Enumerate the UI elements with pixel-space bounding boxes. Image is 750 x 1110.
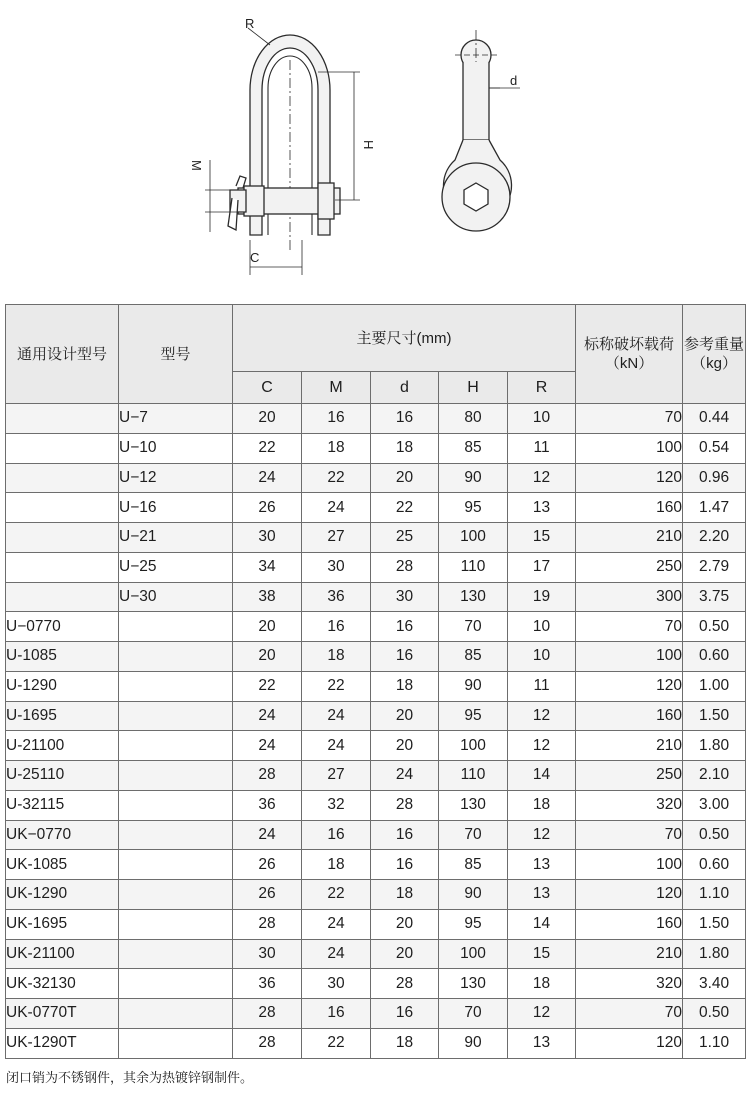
- cell-m: 32: [302, 790, 371, 820]
- spec-table-body: [6, 404, 746, 1059]
- cell-design-model: UK−0770: [6, 820, 119, 850]
- cell-d: 28: [371, 790, 439, 820]
- cell-m: 24: [302, 701, 371, 731]
- table-row: [6, 939, 746, 969]
- cell-weight: 0.96: [683, 463, 746, 493]
- cell-weight: 0.60: [683, 642, 746, 672]
- cell-m: 27: [302, 761, 371, 791]
- cell-model: [119, 939, 233, 969]
- header-weight: 参考重量（kg）: [683, 305, 746, 404]
- cell-r: 15: [508, 939, 576, 969]
- cell-d: 16: [371, 642, 439, 672]
- cell-model: U−21: [119, 523, 233, 553]
- cell-r: 12: [508, 701, 576, 731]
- cell-h: 130: [439, 969, 508, 999]
- cell-m: 16: [302, 820, 371, 850]
- cell-h: 70: [439, 820, 508, 850]
- cell-m: 18: [302, 642, 371, 672]
- cell-weight: 1.10: [683, 880, 746, 910]
- cell-model: [119, 999, 233, 1029]
- label-d: d: [510, 73, 518, 88]
- technical-drawing: [0, 0, 750, 300]
- cell-r: 15: [508, 523, 576, 553]
- cell-c: 30: [233, 523, 302, 553]
- cell-model: U−30: [119, 582, 233, 612]
- cell-model: [119, 969, 233, 999]
- cell-load: 70: [576, 404, 683, 434]
- cell-c: 30: [233, 939, 302, 969]
- cell-model: [119, 731, 233, 761]
- shackle-diagram: [0, 0, 750, 300]
- label-m: M: [189, 160, 204, 171]
- cell-d: 24: [371, 761, 439, 791]
- cell-design-model: [6, 404, 119, 434]
- header-h: H: [439, 372, 508, 404]
- cell-r: 13: [508, 880, 576, 910]
- cell-d: 18: [371, 671, 439, 701]
- cell-design-model: U-21100: [6, 731, 119, 761]
- cell-r: 18: [508, 790, 576, 820]
- cell-m: 24: [302, 493, 371, 523]
- cell-model: [119, 909, 233, 939]
- cell-r: 10: [508, 612, 576, 642]
- shackle-front-view: [205, 28, 360, 275]
- table-row: [6, 850, 746, 880]
- cell-model: [119, 642, 233, 672]
- cell-load: 210: [576, 731, 683, 761]
- cell-model: [119, 820, 233, 850]
- cell-r: 13: [508, 1028, 576, 1058]
- cell-r: 12: [508, 463, 576, 493]
- cell-model: [119, 880, 233, 910]
- cell-load: 250: [576, 552, 683, 582]
- cell-load: 120: [576, 463, 683, 493]
- cell-weight: 0.50: [683, 612, 746, 642]
- cell-design-model: UK-0770T: [6, 999, 119, 1029]
- cell-r: 11: [508, 671, 576, 701]
- cell-c: 20: [233, 404, 302, 434]
- cell-d: 16: [371, 999, 439, 1029]
- cell-load: 320: [576, 790, 683, 820]
- cell-m: 24: [302, 731, 371, 761]
- label-c: C: [250, 250, 260, 265]
- header-r: R: [508, 372, 576, 404]
- cell-design-model: UK-1290: [6, 880, 119, 910]
- table-row: [6, 612, 746, 642]
- cell-d: 28: [371, 552, 439, 582]
- cell-design-model: UK-1695: [6, 909, 119, 939]
- cell-c: 24: [233, 820, 302, 850]
- table-row: [6, 880, 746, 910]
- table-row: [6, 999, 746, 1029]
- cell-m: 16: [302, 999, 371, 1029]
- cell-weight: 1.80: [683, 731, 746, 761]
- cell-h: 110: [439, 761, 508, 791]
- cell-c: 26: [233, 493, 302, 523]
- cell-weight: 1.80: [683, 939, 746, 969]
- cell-c: 36: [233, 790, 302, 820]
- footnote: 闭口销为不锈钢件，其余为热镀锌钢制件。: [6, 1071, 254, 1086]
- cell-c: 36: [233, 969, 302, 999]
- cell-c: 22: [233, 433, 302, 463]
- cell-design-model: U-25110: [6, 761, 119, 791]
- cell-load: 160: [576, 493, 683, 523]
- cell-r: 17: [508, 552, 576, 582]
- cell-load: 70: [576, 999, 683, 1029]
- cell-load: 250: [576, 761, 683, 791]
- table-row: [6, 731, 746, 761]
- table-row: [6, 701, 746, 731]
- cell-design-model: UK-21100: [6, 939, 119, 969]
- cell-design-model: U-1290: [6, 671, 119, 701]
- label-r: R: [245, 16, 255, 31]
- header-design-model: 通用设计型号: [6, 305, 119, 404]
- cell-load: 210: [576, 939, 683, 969]
- cell-m: 24: [302, 909, 371, 939]
- cell-c: 38: [233, 582, 302, 612]
- cell-design-model: U-1085: [6, 642, 119, 672]
- cell-d: 18: [371, 433, 439, 463]
- cell-load: 300: [576, 582, 683, 612]
- cell-design-model: [6, 552, 119, 582]
- cell-design-model: U-1695: [6, 701, 119, 731]
- cell-r: 11: [508, 433, 576, 463]
- cell-model: U−16: [119, 493, 233, 523]
- cell-d: 28: [371, 969, 439, 999]
- table-row: [6, 552, 746, 582]
- cell-load: 160: [576, 701, 683, 731]
- cell-h: 90: [439, 1028, 508, 1058]
- cell-r: 13: [508, 850, 576, 880]
- cell-m: 16: [302, 404, 371, 434]
- cell-weight: 1.47: [683, 493, 746, 523]
- cell-h: 90: [439, 880, 508, 910]
- cell-design-model: UK-1290T: [6, 1028, 119, 1058]
- cell-c: 24: [233, 463, 302, 493]
- table-row: [6, 642, 746, 672]
- cell-weight: 0.50: [683, 820, 746, 850]
- table-row: [6, 404, 746, 434]
- cell-m: 22: [302, 671, 371, 701]
- cell-design-model: [6, 493, 119, 523]
- cell-d: 20: [371, 731, 439, 761]
- cell-load: 320: [576, 969, 683, 999]
- cell-weight: 2.20: [683, 523, 746, 553]
- cell-h: 130: [439, 582, 508, 612]
- cell-h: 100: [439, 731, 508, 761]
- cell-h: 100: [439, 523, 508, 553]
- header-model: 型号: [119, 305, 233, 404]
- cell-r: 14: [508, 909, 576, 939]
- cell-m: 30: [302, 552, 371, 582]
- cell-m: 22: [302, 880, 371, 910]
- cell-design-model: [6, 523, 119, 553]
- shackle-side-view: [442, 30, 520, 231]
- cell-r: 12: [508, 731, 576, 761]
- table-row: [6, 493, 746, 523]
- cell-design-model: [6, 433, 119, 463]
- cell-c: 24: [233, 731, 302, 761]
- cell-h: 70: [439, 612, 508, 642]
- cell-c: 28: [233, 909, 302, 939]
- cell-weight: 1.10: [683, 1028, 746, 1058]
- cell-c: 26: [233, 880, 302, 910]
- cell-design-model: UK-1085: [6, 850, 119, 880]
- cell-load: 70: [576, 820, 683, 850]
- cell-d: 20: [371, 939, 439, 969]
- cell-r: 18: [508, 969, 576, 999]
- cell-d: 22: [371, 493, 439, 523]
- cell-weight: 1.50: [683, 909, 746, 939]
- header-load: 标称破坏载荷（kN）: [576, 305, 683, 404]
- cell-weight: 0.44: [683, 404, 746, 434]
- cell-m: 30: [302, 969, 371, 999]
- cell-d: 20: [371, 701, 439, 731]
- cell-c: 24: [233, 701, 302, 731]
- header-m: M: [302, 372, 371, 404]
- cell-h: 85: [439, 642, 508, 672]
- cell-m: 22: [302, 463, 371, 493]
- cell-load: 120: [576, 671, 683, 701]
- cell-c: 26: [233, 850, 302, 880]
- cell-d: 16: [371, 612, 439, 642]
- cell-m: 18: [302, 850, 371, 880]
- cell-d: 16: [371, 820, 439, 850]
- cell-design-model: [6, 582, 119, 612]
- spec-table: [5, 304, 746, 1059]
- cell-c: 28: [233, 761, 302, 791]
- cell-h: 95: [439, 909, 508, 939]
- cell-m: 16: [302, 612, 371, 642]
- cell-m: 22: [302, 1028, 371, 1058]
- label-h: H: [361, 140, 376, 150]
- cell-r: 12: [508, 820, 576, 850]
- cell-load: 100: [576, 642, 683, 672]
- table-row: [6, 909, 746, 939]
- cell-r: 14: [508, 761, 576, 791]
- cell-weight: 0.54: [683, 433, 746, 463]
- cell-h: 70: [439, 999, 508, 1029]
- cell-design-model: [6, 463, 119, 493]
- header-c: C: [233, 372, 302, 404]
- cell-d: 18: [371, 880, 439, 910]
- cell-r: 12: [508, 999, 576, 1029]
- cell-model: U−12: [119, 463, 233, 493]
- header-dimensions: 主要尺寸(mm): [233, 305, 576, 372]
- header-d: d: [371, 372, 439, 404]
- table-row: [6, 820, 746, 850]
- cell-design-model: UK-32130: [6, 969, 119, 999]
- cell-d: 20: [371, 909, 439, 939]
- cell-d: 18: [371, 1028, 439, 1058]
- cell-r: 19: [508, 582, 576, 612]
- cell-model: [119, 850, 233, 880]
- table-row: [6, 463, 746, 493]
- cell-c: 20: [233, 612, 302, 642]
- cell-model: [119, 790, 233, 820]
- cell-h: 85: [439, 850, 508, 880]
- cell-m: 27: [302, 523, 371, 553]
- cell-weight: 3.40: [683, 969, 746, 999]
- cell-c: 34: [233, 552, 302, 582]
- cell-weight: 1.00: [683, 671, 746, 701]
- table-row: [6, 671, 746, 701]
- cell-c: 22: [233, 671, 302, 701]
- table-row: [6, 582, 746, 612]
- cell-design-model: U−0770: [6, 612, 119, 642]
- cell-r: 10: [508, 404, 576, 434]
- cell-r: 10: [508, 642, 576, 672]
- cell-weight: 3.00: [683, 790, 746, 820]
- cell-weight: 1.50: [683, 701, 746, 731]
- cell-d: 16: [371, 404, 439, 434]
- cell-weight: 2.79: [683, 552, 746, 582]
- cell-h: 130: [439, 790, 508, 820]
- cell-h: 90: [439, 463, 508, 493]
- table-row: [6, 969, 746, 999]
- cell-load: 100: [576, 850, 683, 880]
- cell-load: 160: [576, 909, 683, 939]
- table-row: [6, 761, 746, 791]
- cell-model: U−10: [119, 433, 233, 463]
- cell-r: 13: [508, 493, 576, 523]
- cell-load: 210: [576, 523, 683, 553]
- cell-m: 36: [302, 582, 371, 612]
- cell-d: 30: [371, 582, 439, 612]
- cell-m: 24: [302, 939, 371, 969]
- cell-c: 28: [233, 1028, 302, 1058]
- cell-weight: 3.75: [683, 582, 746, 612]
- cell-d: 16: [371, 850, 439, 880]
- cell-load: 100: [576, 433, 683, 463]
- cell-h: 80: [439, 404, 508, 434]
- cell-weight: 0.50: [683, 999, 746, 1029]
- cell-model: [119, 701, 233, 731]
- cell-model: [119, 761, 233, 791]
- cell-h: 110: [439, 552, 508, 582]
- cell-load: 120: [576, 1028, 683, 1058]
- cell-h: 100: [439, 939, 508, 969]
- cell-d: 25: [371, 523, 439, 553]
- cell-h: 85: [439, 433, 508, 463]
- cell-h: 95: [439, 701, 508, 731]
- cell-model: [119, 612, 233, 642]
- cell-h: 95: [439, 493, 508, 523]
- cell-m: 18: [302, 433, 371, 463]
- cell-load: 70: [576, 612, 683, 642]
- cell-load: 120: [576, 880, 683, 910]
- cell-c: 20: [233, 642, 302, 672]
- cell-c: 28: [233, 999, 302, 1029]
- cell-model: [119, 1028, 233, 1058]
- cell-h: 90: [439, 671, 508, 701]
- table-row: [6, 1028, 746, 1058]
- table-row: [6, 523, 746, 553]
- cell-model: U−25: [119, 552, 233, 582]
- cell-model: U−7: [119, 404, 233, 434]
- cell-weight: 0.60: [683, 850, 746, 880]
- cell-d: 20: [371, 463, 439, 493]
- table-row: [6, 433, 746, 463]
- cell-design-model: U-32115: [6, 790, 119, 820]
- cell-model: [119, 671, 233, 701]
- table-row: [6, 790, 746, 820]
- cell-weight: 2.10: [683, 761, 746, 791]
